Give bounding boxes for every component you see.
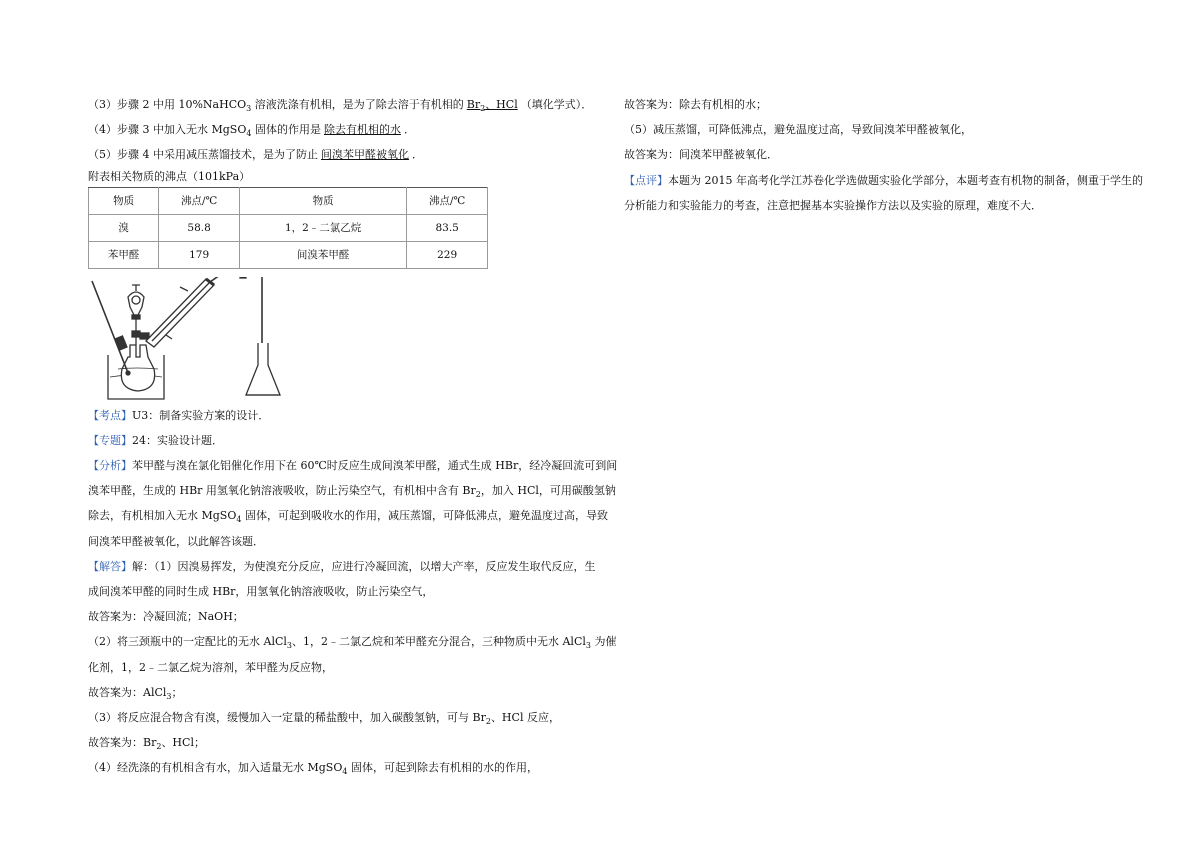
table-cell: 83.5 [407,214,488,241]
fenxi-section: 【分析】苯甲醛与溴在氯化铝催化作用下在 60℃时反应生成间溴苯甲醛，通式生成 HBr，经冷凝回流可到间 溴苯甲醛，生成的 HBr 用氢氧化钠溶液吸收，防止污染空气，有机相中含有 $Br_2$，加入 HCl，可用碳酸氢钠 除去，有机相加入无水 MgSO$_4$ 固体，可起到吸收水的作用，减压蒸馏，可降低沸点，避免温度过高，导致 间溴苯甲醛被氧化，以此解答该题． [88,459,618,548]
distillation-apparatus-diagram [88,277,388,401]
answer-5-explanation: （5）减压蒸馏，可降低沸点，避免温度过高，导致间溴苯甲醛被氧化， [624,123,972,137]
dropping-funnel [128,285,144,315]
kaodian-section: 【考点】U3：制备实验方案的设计． [88,408,270,422]
table-cell: 1，2﹣二氯乙烷 [239,214,406,241]
table-cell: 58.8 [159,214,240,241]
answer-q3: $Br_2$、HCl [466,98,518,114]
gas-tube [210,277,262,365]
table-header-cell: 物质 [89,187,159,214]
answer-4-conclusion: 故答案为：除去有机相的水； [624,98,767,111]
answer-q5: 间溴苯甲醛被氧化 [321,148,409,162]
jieda-tag: 【解答】 [88,559,132,573]
question-4: （4）步骤 3 中加入无水 MgSO$_4$ 固体的作用是 除去有机相的水 ． [88,123,415,139]
kaodian-tag: 【考点】 [88,408,132,422]
table-cell: 179 [159,241,240,268]
question-3: （3）步骤 2 中用 10%NaHCO$_3$ 溶液洗涤有机相，是为了除去溶于有机相的 $Br_2$、HCl （填化学式）． [88,98,593,114]
table-cell: 间溴苯甲醛 [239,241,406,268]
conical-flask [246,343,280,395]
thermometer [92,281,128,373]
question-5: （5）步骤 4 中采用减压蒸馏技术，是为了防止 间溴苯甲醛被氧化 ． [88,148,423,162]
answer-q4: 除去有机相的水 [323,123,401,137]
dianping-section: 【点评】本题为 2015 年高考化学江苏卷化学选做题实验化学部分，本题考查有机物的制备，侧重于学生的 分析能力和实验能力的考查，注意把握基本实验操作方法以及实验的原理，难度不大． [624,173,1143,212]
zhuanti-tag: 【专题】 [88,433,132,447]
table-cell: 苯甲醛 [89,241,159,268]
fenxi-tag: 【分析】 [88,459,132,473]
right-column [624,92,1143,218]
jieda-section: 【解答】解：（1）因溴易挥发，为使溴充分反应，应进行冷凝回流，以增大产率，反应发生取代反应，生 成间溴苯甲醛的同时生成 HBr，用氢氧化钠溶液吸收，防止污染空气， 故答案为：冷凝回流；NaOH； （2）将三颈瓶中的一定配比的无水 AlCl$_3$、1，2﹣二氯乙烷和苯甲醛充分混合，三种物质中无水 AlCl$_3$ 为催 化剂，1，2﹣二氯乙烷为溶剂，苯甲醛为反应物， 故答案为：AlCl$_3$； （3）将反应混合物含有溴，缓慢加入一定量的稀盐酸中，加入碳酸氢钠，可与 $Br_2$、HCl 反应， 故答案为：$Br_2$、HCl； （4）经洗涤的有机相含有水，加入适量无水 MgSO$_4$ 固体，可起到除去有机相的水的作用， [88,559,617,777]
zhuanti-section: 【专题】24：实验设计题． [88,433,223,447]
table-header-row [89,187,488,214]
dianping-tag: 【点评】 [624,173,668,187]
answer-5-conclusion: 故答案为：间溴苯甲醛被氧化． [624,148,778,162]
table-header-cell: 沸点/℃ [407,187,488,214]
table-header-cell: 物质 [239,187,406,214]
table-row [89,241,488,268]
table-cell: 229 [407,241,488,268]
table-cell: 溴 [89,214,159,241]
table-header-cell: 沸点/℃ [159,187,240,214]
boiling-point-table [88,187,488,269]
left-column [88,92,618,781]
table-caption: 附表相关物质的沸点（101kPa） [88,169,251,183]
table-row [89,214,488,241]
